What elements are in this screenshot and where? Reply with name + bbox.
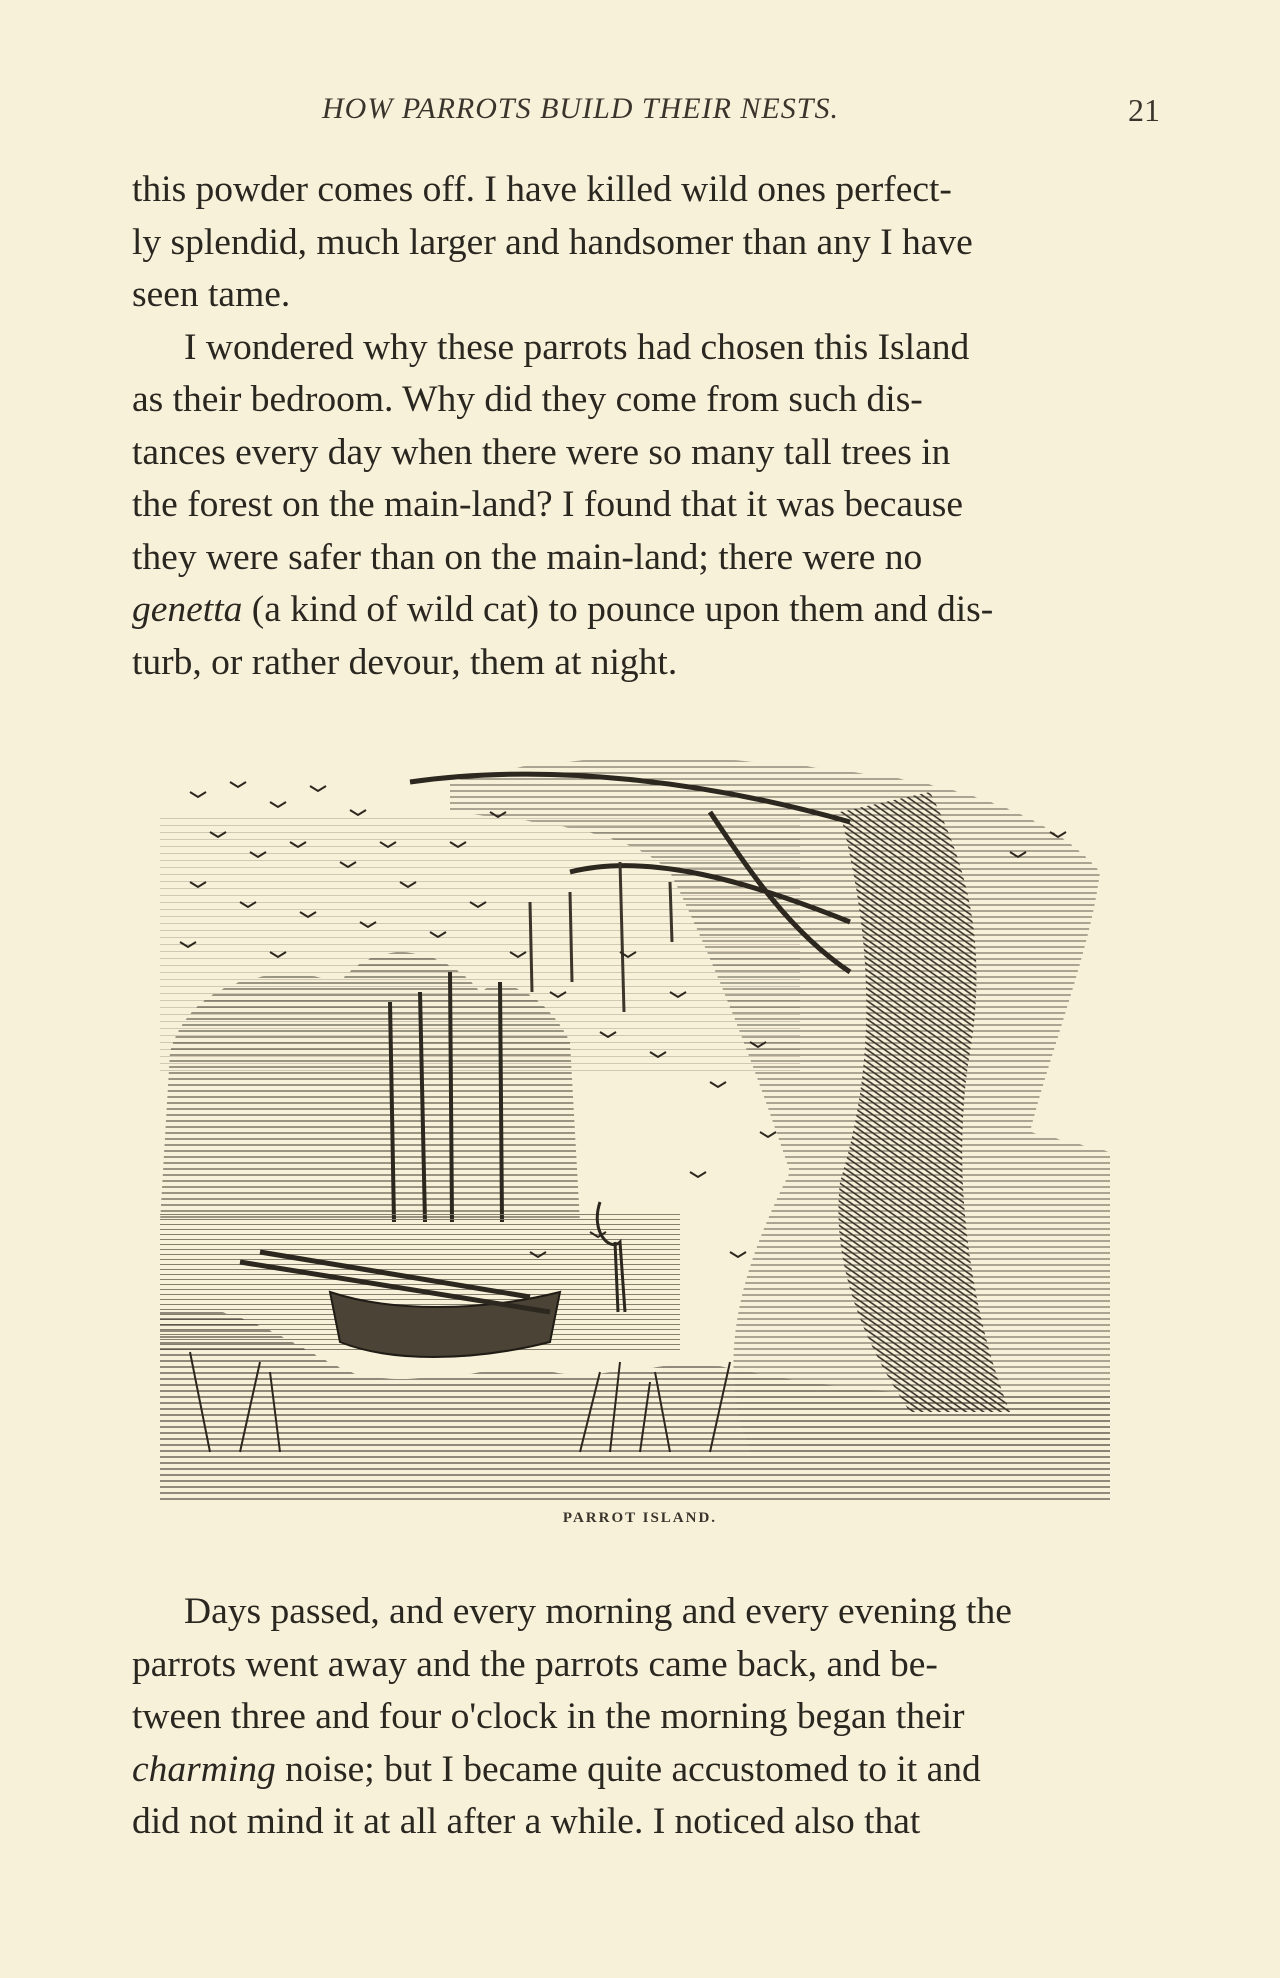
text-line: noise; but I became quite accustomed to it and — [275, 1748, 981, 1790]
italic-term: charming — [132, 1748, 276, 1790]
text-line: did not mind it at all after a while. I noticed also that — [132, 1801, 921, 1842]
italic-term: genetta — [132, 589, 243, 630]
paragraph-1 — [132, 164, 1162, 322]
paragraph-2 — [132, 322, 1162, 690]
text-block-top — [132, 164, 1162, 689]
text-line: turb, or rather devour, them at night. — [132, 641, 678, 683]
text-line: ly splendid, much larger and handsomer than any I have — [132, 221, 973, 263]
text-line: tween three and four o'clock in the morning began their — [132, 1696, 965, 1737]
text-line: as their bedroom. Why did they come from such dis- — [132, 379, 923, 420]
paragraph-3 — [132, 1586, 1162, 1849]
page-number: 21 — [1128, 92, 1160, 128]
parrot-island-engraving — [150, 752, 1114, 1500]
figure-caption: PARROT ISLAND. — [562, 1510, 718, 1526]
text-line: seen tame. — [132, 274, 291, 315]
text-line: tances every day when there were so many tall trees in — [132, 431, 951, 473]
text-line: Days passed, and every morning and every evening the — [184, 1591, 1012, 1632]
running-head: HOW PARROTS BUILD THEIR NESTS. — [322, 92, 839, 125]
text-block-bottom — [132, 1586, 1162, 1849]
text-line: parrots went away and the parrots came back, and be- — [132, 1643, 938, 1685]
text-line: this powder comes off. I have killed wild ones perfect- — [132, 169, 952, 210]
text-line: (a kind of wild cat) to pounce upon them and dis- — [242, 589, 994, 630]
text-line: I wondered why these parrots had chosen this Island — [184, 326, 970, 368]
text-line: they were safer than on the main-land; there were no — [132, 536, 923, 578]
distant-forest — [160, 952, 580, 1222]
text-line: the forest on the main-land? I found that it was because — [132, 484, 963, 525]
